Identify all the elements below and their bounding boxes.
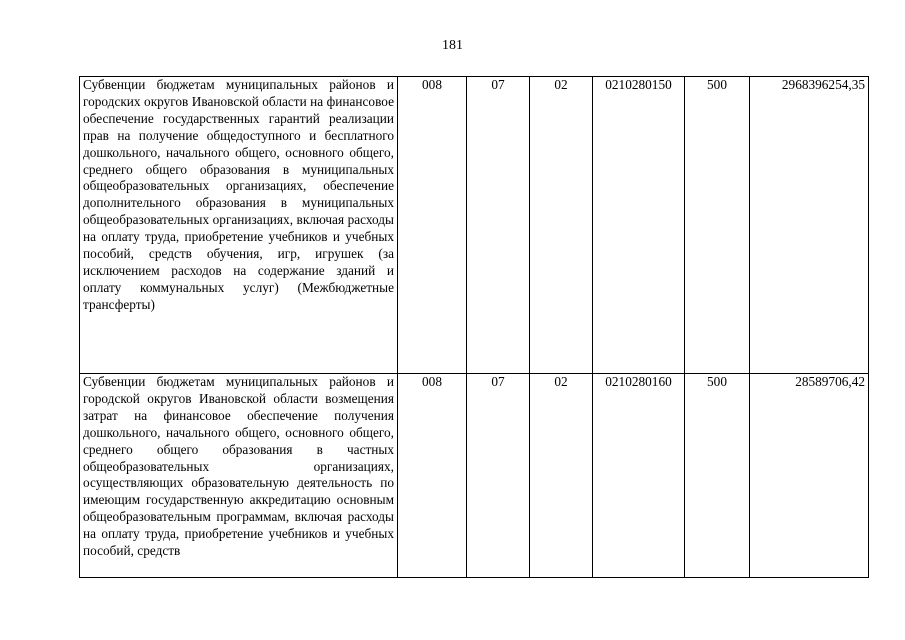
ministry-code-cell: 008 — [398, 374, 467, 578]
section-cell: 07 — [467, 77, 530, 374]
subsection-cell: 02 — [530, 77, 593, 374]
table-row — [80, 374, 869, 578]
row-description: Субвенции бюджетам муниципальных районов и городских округов Ивановской области на финансовое обеспечение государственных гарантий реализации прав на получение общедоступного и бесплатного дошкольного, начального общего, основного общего, среднего общего образования в муниципальных общеобразовательных организациях, обеспечение дополнительного образования в муниципальных общеобразовательных организациях, включая расходы на оплату труда, приобретение учебников и учебных пособий, средств обучения, игр, игрушек (за исключением расходов на содержание зданий и оплату коммунальных услуг) (Межбюджетные трансферты) — [80, 77, 398, 374]
subsection-cell: 02 — [530, 374, 593, 578]
target-article-cell: 0210280150 — [593, 77, 685, 374]
expense-type-cell: 500 — [685, 77, 750, 374]
amount-cell: 28589706,42 — [750, 374, 869, 578]
section-cell: 07 — [467, 374, 530, 578]
page-number: 181 — [442, 38, 463, 53]
budget-table — [79, 76, 869, 578]
target-article-cell: 0210280160 — [593, 374, 685, 578]
expense-type-cell: 500 — [685, 374, 750, 578]
amount-cell: 2968396254,35 — [750, 77, 869, 374]
ministry-code-cell: 008 — [398, 77, 467, 374]
table-row — [80, 77, 869, 374]
row-description: Субвенции бюджетам муниципальных районов и городской округов Ивановской области возмещения затрат на финансовое обеспечение получения дошкольного, начального общего, основного общего, среднего общего образования в частных общеобразовательных организациях, осуществляющих образовательную деятельность по имеющим государственную аккредитацию основным общеобразовательным программам, включая расходы на оплату труда, приобретение учебников и учебных пособий, средств — [80, 374, 398, 578]
